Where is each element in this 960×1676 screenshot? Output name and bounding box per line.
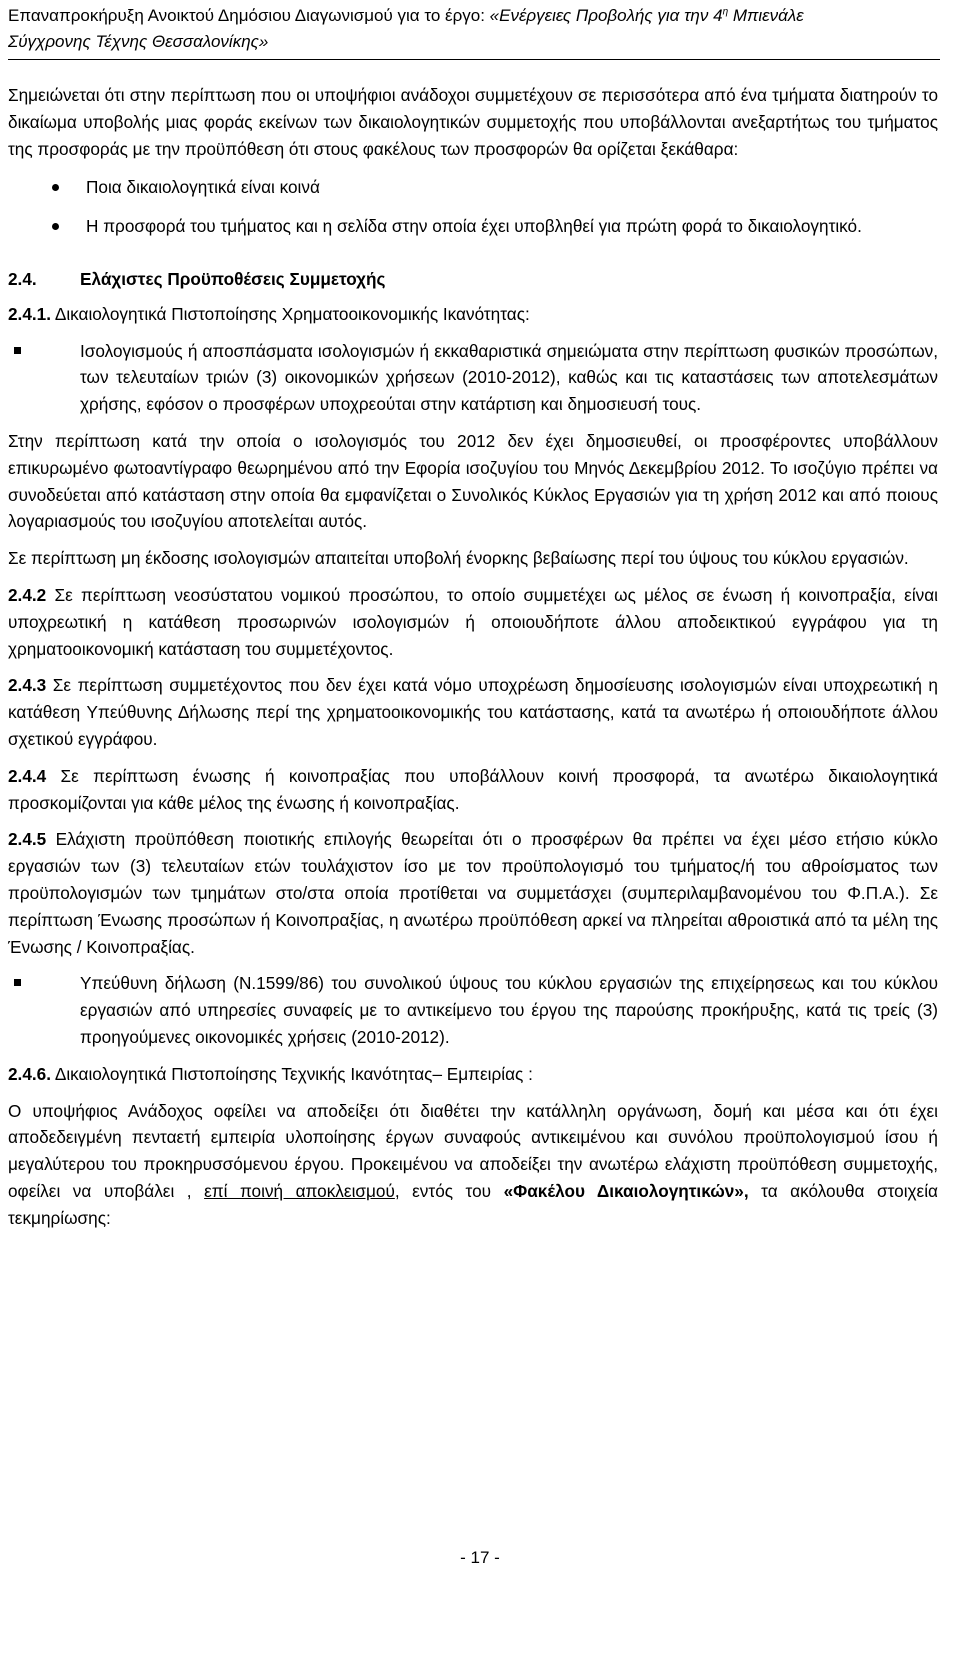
project-title: «Ενέργειες Προβολής για την $4^\eta$ Μπιενάλε <box>489 6 804 25</box>
subsection-245: 2.4.5 Ελάχιστη προϋπόθεση ποιοτικής επιλογής θεωρείται ότι ο προσφέρων θα πρέπει να έχει μέσο ετήσιο κύκλο εργασιών των (3) τελευταίων ετών τουλάχιστον ίσο με τον προϋπολογισμό του τμήματος/ή του αθροίσματος των προϋπολογισμών των τμημάτων στο/στα οποία προτίθεται να συμμετάσχει (συμπεριλαμβανομένου του Φ.Π.Α.). Σε περίπτωση Ένωσης προσώπων ή Κοινοπραξίας, η ανωτέρω προϋπόθεση αρκεί να πληρείται αθροιστικά από τα μέλη της Ένωσης / Κοινοπραξίας. <box>8 829 938 957</box>
header-line-2: Σύγχρονης Τέχνης Θεσσαλονίκης» <box>8 32 269 51</box>
intro-paragraph: Σημειώνεται ότι στην περίπτωση που οι υποψήφιοι ανάδοχοι συμμετέχουν σε περισσότερα από ένα τμήματα διατηρούν το δικαίωμα υποβολής μιας φοράς εκείνων των δικαιολογητικών συμμετοχής που υποβάλλονται ανεξαρτήτως του τμήματος της προσφοράς με την προϋπόθεση ότι στους φακέλους των προσφορών θα ορίζεται ξεκάθαρα: <box>8 85 938 159</box>
subsection-241-heading: 2.4.1. Δικαιολογητικά Πιστοποίησης Χρηματοοικονομικής Ικανότητας: <box>8 303 530 324</box>
paragraph-2012: Στην περίπτωση κατά την οποία ο ισολογισμός του 2012 δεν έχει δημοσιευθεί, οι προσφέροντες υποβάλλουν επικυρωμένο φωτοαντίγραφο θεωρημένου από την Εφορία ισοζυγίου του Μηνός Δεκεμβρίου 2012. Το ισοζύγιο πρέπει να συνοδεύεται από κατάσταση στην οποία θα εμφανίζεται ο Συνολικός Κύκλος Εργασιών για τη χρήση 2012 και από ποιους λογαριασμούς του ισοζυγίου αποτελείται αυτός. <box>8 430 938 532</box>
subsection-242: 2.4.2 Σε περίπτωση νεοσύστατου νομικού προσώπου, το οποίο συμμετέχει ως μέλος σε ένωση ή κοινοπραξία, είναι υποχρεωτική η κατάθεση προσωρινών ισολογισμών ή οποιουδήποτε άλλου αποδεικτικού εγγράφου για τη χρηματοοικονομική κατάσταση του συμμετέχοντος. <box>8 584 938 659</box>
header-rule <box>8 59 940 60</box>
paragraph-sworn-statement: Σε περίπτωση μη έκδοσης ισολογισμών απαιτείται υποβολή ένορκης βεβαίωσης περί του ύψους του κύκλου εργασιών. <box>8 548 909 569</box>
dossier-name: «Φακέλου Δικαιολογητικών», <box>503 1180 749 1201</box>
subsection-243: 2.4.3 Σε περίπτωση συμμετέχοντος που δεν έχει κατά νόμο υποχρέωση δημοσίευσης ισολογισμών είναι υποχρεωτική η κατάθεση Υπεύθυνης Δήλωσης περί της χρηματοοικονομικής του κατάστασης, κατά τα ανωτέρω ή οποιουδήποτε άλλου σχετικού εγγράφου. <box>8 675 938 749</box>
header-line-1: Επαναπροκήρυξη Ανοικτού Δημόσιου Διαγωνισμού για το έργο: «Ενέργειες Προβολής για την $4^\eta$ Μπιενάλε <box>8 6 804 25</box>
page-header <box>8 3 948 55</box>
bullet-list <box>8 174 938 240</box>
list-item: Η προσφορά του τμήματος και η σελίδα στην οποία έχει υποβληθεί για πρώτη φορά το δικαιολογητικό. <box>8 213 938 240</box>
list-item: Ισολογισμούς ή αποσπάσματα ισολογισμών ή εκκαθαριστικά σημειώματα στην περίπτωση φυσικών προσώπων, των τελευταίων τριών (3) οικονομικών χρήσεων (2010-2012), καθώς και τις καταστάσεις των αποτελεσμάτων χρήσης, εφόσον ο προσφέρων υποχρεούται στην κατάρτιση και δημοσιευσή τους. <box>8 338 938 418</box>
exclusion-penalty-text: επί ποινή αποκλεισμού <box>204 1180 395 1201</box>
list-item: Υπεύθυνη δήλωση (Ν.1599/86) του συνολικού ύψους του κύκλου εργασιών της επιχείρησεως και του κύκλου εργασιών από υπηρεσίες συναφείς με το αντικείμενο του έργου της παρούσης προκήρυξης, κατά τις τρείς (3) προηγούμενες οικονομικές χρήσεις (2010-2012). <box>8 970 938 1050</box>
list-item: Ποια δικαιολογητικά είναι κοινά <box>8 174 938 201</box>
square-bullet-icon <box>14 979 21 986</box>
subsection-244: 2.4.4 Σε περίπτωση ένωσης ή κοινοπραξίας που υποβάλλουν κοινή προσφορά, τα ανωτέρω δικαιολογητικά προσκομίζονται για κάθε μέλος της ένωσης ή κοινοπραξίας. <box>8 765 938 813</box>
section-heading: 2.4. Ελάχιστες Προϋποθέσεις Συμμετοχής <box>8 268 386 289</box>
document-body <box>8 82 938 1231</box>
bullet-dot-icon <box>52 223 59 230</box>
bullet-dot-icon <box>52 184 59 191</box>
subsection-246-heading: 2.4.6. Δικαιολογητικά Πιστοποίησης Τεχνικής Ικανότητας– Εμπειρίας : <box>8 1063 533 1084</box>
page-number: - 17 - <box>460 1548 500 1567</box>
square-bullet-icon <box>14 347 21 354</box>
final-paragraph: Ο υποψήφιος Ανάδοχος οφείλει να αποδείξει ότι διαθέτει την κατάλληλη οργάνωση, δομή και μέσα και ότι έχει αποδεδειγμένη πενταετή εμπειρία υλοποίησης έργων συναφούς αντικειμένου και συνόλου προϋπολογισμού ίσου ή μεγαλύτερου του προκηρυσσόμενου έργου. Προκειμένου να αποδείξει την ανωτέρω ελάχιστη προϋπόθεση συμμετοχής, οφείλει να υποβάλει , επί ποινή αποκλεισμού, εντός του «Φακέλου Δικαιολογητικών», τα ακόλουθα στοιχεία τεκμηρίωσης: <box>8 1100 938 1228</box>
